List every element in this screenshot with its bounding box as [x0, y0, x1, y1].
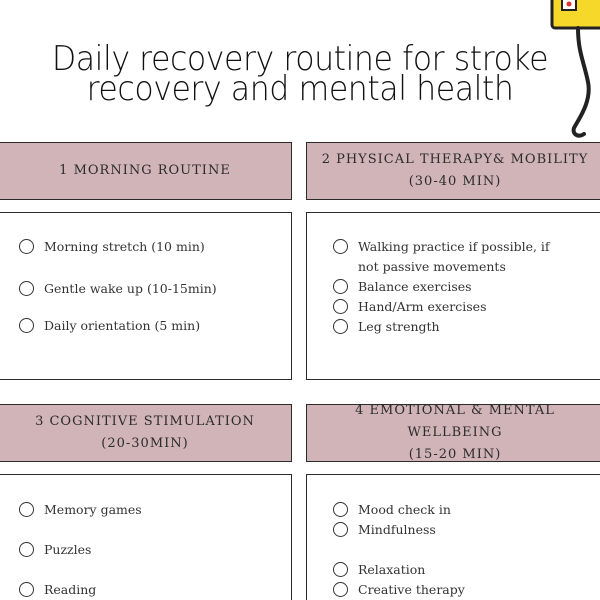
checkbox-circle-icon[interactable]	[333, 279, 348, 294]
section-4-box	[306, 474, 600, 600]
checklist-item[interactable]: Mood check in	[333, 500, 593, 520]
checklist-item[interactable]: Mindfulness	[333, 520, 593, 540]
checklist-item[interactable]: Gentle wake up (10-15min)	[19, 279, 279, 299]
checklist-item[interactable]: Daily orientation (5 min)	[19, 316, 279, 336]
checkbox-circle-icon[interactable]	[333, 319, 348, 334]
checklist-item[interactable]: Hand/Arm exercises	[333, 297, 593, 317]
section-1-header	[0, 142, 292, 200]
checklist-item[interactable]: Puzzles	[19, 540, 279, 560]
checklist-item[interactable]: Memory games	[19, 500, 279, 520]
checklist-item[interactable]: Relaxation	[333, 560, 593, 580]
checkbox-circle-icon[interactable]	[19, 239, 34, 254]
checkbox-circle-icon[interactable]	[19, 502, 34, 517]
clipboard-gadget-icon	[548, 0, 600, 142]
section-1-box	[0, 212, 292, 380]
section-1-heading: 1 MORNING ROUTINE	[59, 163, 231, 178]
section-2-box	[306, 212, 600, 380]
checkbox-circle-icon[interactable]	[333, 582, 348, 597]
checkbox-circle-icon[interactable]	[333, 239, 348, 254]
checkbox-circle-icon[interactable]	[19, 281, 34, 296]
page-title	[21, 39, 579, 109]
section-3-box	[0, 474, 292, 600]
checklist-item[interactable]: Walking practice if possible, if not passive movements	[333, 237, 573, 277]
section-2-heading: 2 PHYSICAL THERAPY& MOBILITY (30-40 MIN)	[321, 152, 589, 189]
section-3-heading: 3 COGNITIVE STIMULATION (20-30MIN)	[35, 414, 255, 451]
section-4-header	[306, 404, 600, 462]
title-line-1: Daily recovery routine for stroke	[51, 39, 549, 79]
checkbox-circle-icon[interactable]	[19, 542, 34, 557]
checklist-item[interactable]: Morning stretch (10 min)	[19, 237, 279, 257]
section-4-heading: 4 EMOTIONAL & MENTAL WELLBEING (15-20 MIN)	[355, 403, 555, 462]
checkbox-circle-icon[interactable]	[333, 522, 348, 537]
checkbox-circle-icon[interactable]	[19, 318, 34, 333]
title-line-2: recovery and mental health	[86, 69, 514, 109]
checklist-item[interactable]: Reading	[19, 580, 279, 600]
section-3-header	[0, 404, 292, 462]
section-2-header	[306, 142, 600, 200]
checkbox-circle-icon[interactable]	[333, 562, 348, 577]
checkbox-circle-icon[interactable]	[333, 299, 348, 314]
checkbox-circle-icon[interactable]	[333, 502, 348, 517]
checklist-item[interactable]: Creative therapy	[333, 580, 593, 600]
checkbox-circle-icon[interactable]	[19, 582, 34, 597]
checklist-item[interactable]: Balance exercises	[333, 277, 593, 297]
checklist-item[interactable]: Leg strength	[333, 317, 593, 337]
